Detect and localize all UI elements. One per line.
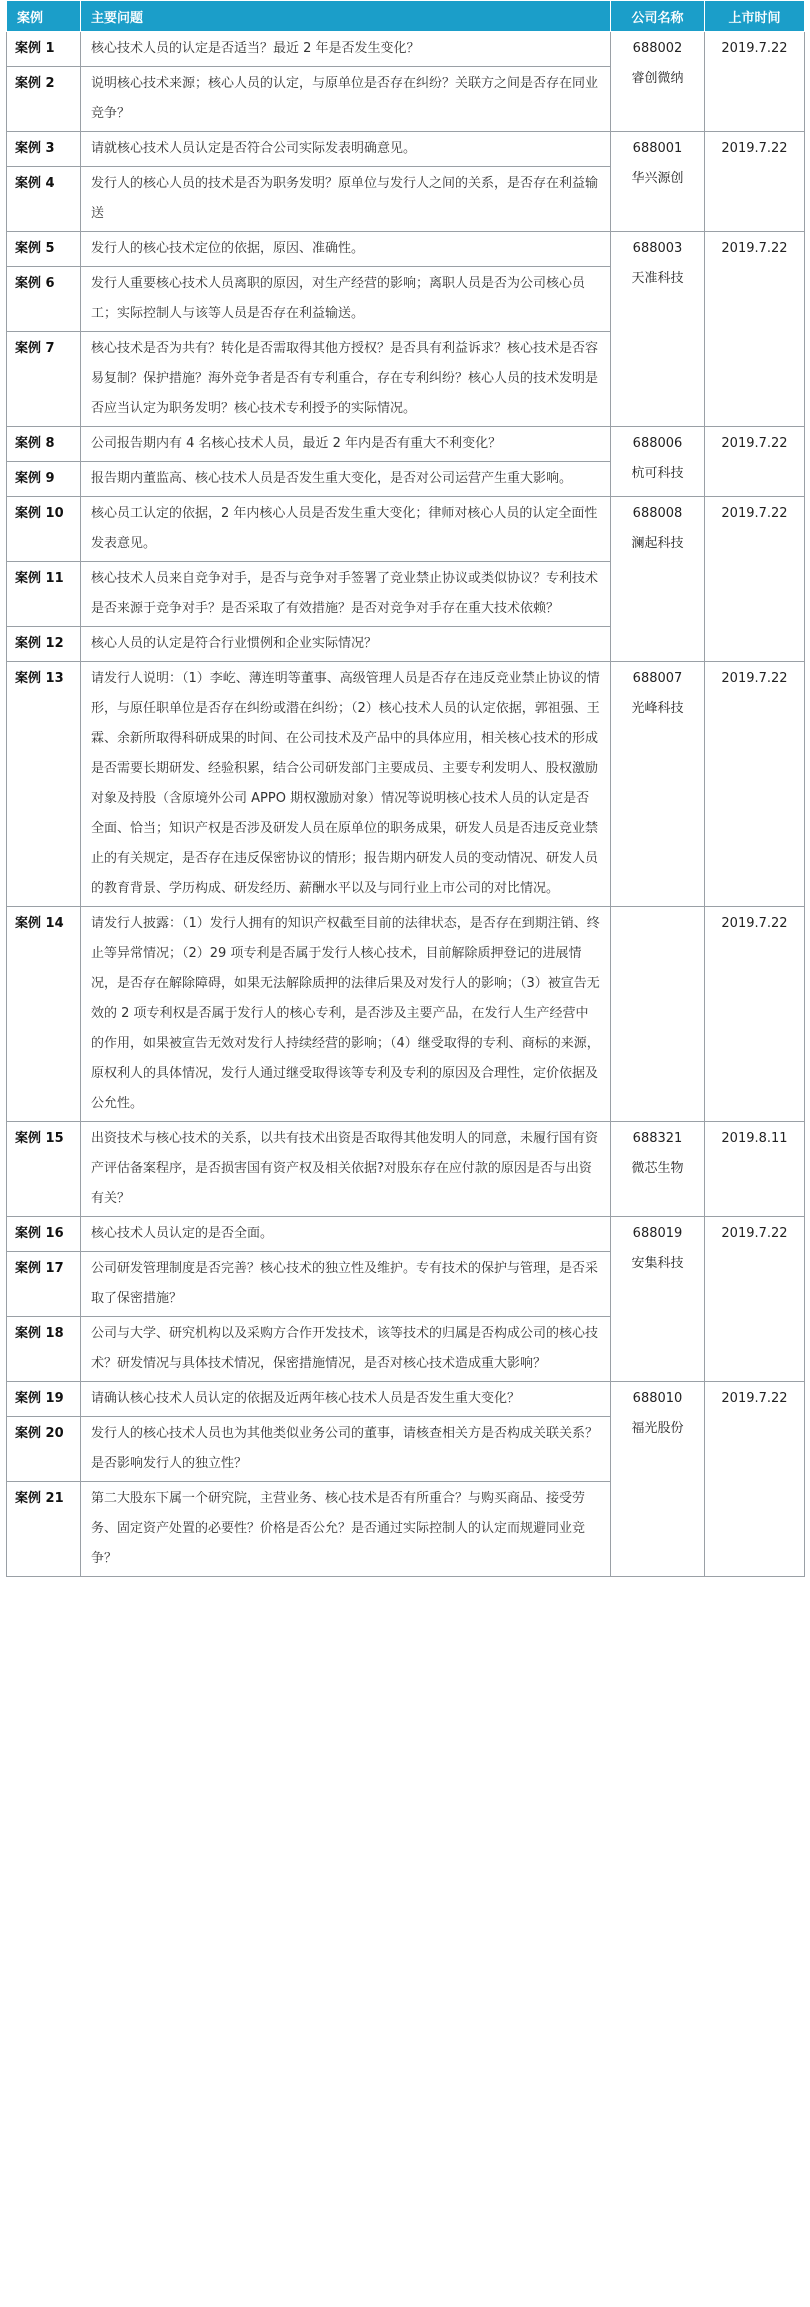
company-code: 688002 bbox=[632, 41, 683, 56]
case-label: 案例 10 bbox=[7, 497, 81, 562]
company-name: 澜起科技 bbox=[631, 536, 684, 551]
table-row bbox=[7, 907, 805, 1122]
table-row bbox=[7, 32, 805, 67]
company-code: 688007 bbox=[632, 671, 683, 686]
case-issue: 发行人的核心人员的技术是否为职务发明？原单位与发行人之间的关系，是否存在利益输送 bbox=[81, 167, 611, 232]
company-name: 睿创微纳 bbox=[631, 71, 684, 86]
table-header bbox=[7, 1, 805, 32]
table-body bbox=[7, 32, 805, 1577]
case-issue: 出资技术与核心技术的关系，以共有技术出资是否取得其他发明人的同意，未履行国有资产评估备案程序，是否损害国有资产权及相关依据?对股东存在应付款的原因是否与出资有关？ bbox=[81, 1122, 611, 1217]
company-name: 光峰科技 bbox=[631, 701, 684, 716]
case-label: 案例 8 bbox=[7, 427, 81, 462]
case-label: 案例 20 bbox=[7, 1417, 81, 1482]
table-row bbox=[7, 497, 805, 562]
company-cell bbox=[611, 907, 705, 1122]
case-table bbox=[6, 0, 805, 1577]
listing-date: 2019.7.22 bbox=[705, 497, 805, 662]
listing-date: 2019.8.11 bbox=[705, 1122, 805, 1217]
case-label: 案例 14 bbox=[7, 907, 81, 1122]
listing-date: 2019.7.22 bbox=[705, 907, 805, 1122]
case-issue: 发行人的核心技术人员也为其他类似业务公司的董事，请核查相关方是否构成关联关系？是否影响发行人的独立性？ bbox=[81, 1417, 611, 1482]
company-name: 微芯生物 bbox=[631, 1161, 684, 1176]
case-issue: 核心技术人员认定的是否全面。 bbox=[81, 1217, 611, 1252]
header-company: 公司名称 bbox=[611, 1, 705, 32]
case-label: 案例 11 bbox=[7, 562, 81, 627]
header-date: 上市时间 bbox=[705, 1, 805, 32]
case-issue: 公司与大学、研究机构以及采购方合作开发技术，该等技术的归属是否构成公司的核心技术？研发情况与具体技术情况，保密措施情况，是否对核心技术造成重大影响？ bbox=[81, 1317, 611, 1382]
table-row bbox=[7, 132, 805, 167]
company-cell bbox=[611, 497, 705, 662]
case-issue: 第二大股东下属一个研究院，主营业务、核心技术是否有所重合？与购买商品、接受劳务、固定资产处置的必要性？价格是否公允？是否通过实际控制人的认定而规避同业竞争？ bbox=[81, 1482, 611, 1577]
company-cell bbox=[611, 662, 705, 907]
table-row bbox=[7, 232, 805, 267]
header-row bbox=[7, 1, 805, 32]
case-issue: 发行人的核心技术定位的依据，原因、准确性。 bbox=[81, 232, 611, 267]
company-name: 福光股份 bbox=[631, 1421, 684, 1436]
case-issue: 请发行人披露：（1）发行人拥有的知识产权截至目前的法律状态，是否存在到期注销、终止等异常情况；（2）29 项专利是否属于发行人核心技术，目前解除质押登记的进展情况，是否存在解除障碍，如果无法解除质押的法律后果及对发行人的影响；（3）被宣告无效的 2 项专利权是否属于发行人的核心专利，是否涉及主要产品，在发行人生产经营中的作用，如果被宣告无效对发行人持续经营的影响；（4）继受取得的专利、商标的来源，原权利人的具体情况，发行人通过继受取得该等专利及专利的原因及合理性，定价依据及公允性。 bbox=[81, 907, 611, 1122]
table-row bbox=[7, 1217, 805, 1252]
company-cell bbox=[611, 1382, 705, 1577]
table-row bbox=[7, 662, 805, 907]
case-label: 案例 21 bbox=[7, 1482, 81, 1577]
table-row bbox=[7, 1122, 805, 1217]
case-label: 案例 9 bbox=[7, 462, 81, 497]
case-label: 案例 6 bbox=[7, 267, 81, 332]
case-label: 案例 16 bbox=[7, 1217, 81, 1252]
listing-date: 2019.7.22 bbox=[705, 662, 805, 907]
company-code: 688008 bbox=[632, 506, 683, 521]
case-issue: 核心技术是否为共有？转化是否需取得其他方授权？是否具有利益诉求？核心技术是否容易复制？保护措施？海外竞争者是否有专利重合，存在专利纠纷？核心人员的技术发明是否应当认定为职务发明？核心技术专利授予的实际情况。 bbox=[81, 332, 611, 427]
listing-date: 2019.7.22 bbox=[705, 1382, 805, 1577]
case-issue: 请发行人说明：（1）李屹、薄连明等董事、高级管理人员是否存在违反竞业禁止协议的情形，与原任职单位是否存在纠纷或潜在纠纷；（2）核心技术人员的认定依据，郭祖强、王霖、余新所取得科研成果的时间、在公司技术及产品中的具体应用，相关核心技术的形成是否需要长期研发、经验积累，结合公司研发部门主要成员、主要专利发明人、股权激励对象及持股（含原境外公司 APPO 期权激励对象）情况等说明核心技术人员的认定是否全面、恰当；知识产权是否涉及研发人员在原单位的职务成果，研发人员是否违反竞业禁止的有关规定，是否存在违反保密协议的情形；报告期内研发人员的变动情况、研发人员的教育背景、学历构成、研发经历、薪酬水平以及与同行业上市公司的对比情况。 bbox=[81, 662, 611, 907]
case-label: 案例 5 bbox=[7, 232, 81, 267]
case-issue: 公司研发管理制度是否完善？核心技术的独立性及维护。专有技术的保护与管理，是否采取了保密措施？ bbox=[81, 1252, 611, 1317]
case-label: 案例 15 bbox=[7, 1122, 81, 1217]
case-label: 案例 4 bbox=[7, 167, 81, 232]
header-issue: 主要问题 bbox=[81, 1, 611, 32]
table-row bbox=[7, 427, 805, 462]
listing-date: 2019.7.22 bbox=[705, 132, 805, 232]
company-code: 688006 bbox=[632, 436, 683, 451]
company-name: 天准科技 bbox=[631, 271, 684, 286]
case-issue: 发行人重要核心技术人员离职的原因，对生产经营的影响；离职人员是否为公司核心员工；实际控制人与该等人员是否存在利益输送。 bbox=[81, 267, 611, 332]
listing-date: 2019.7.22 bbox=[705, 232, 805, 427]
company-code: 688010 bbox=[632, 1391, 683, 1406]
case-issue: 核心技术人员的认定是否适当？最近 2 年是否发生变化？ bbox=[81, 32, 611, 67]
case-label: 案例 7 bbox=[7, 332, 81, 427]
table-row bbox=[7, 1382, 805, 1417]
company-cell bbox=[611, 1122, 705, 1217]
case-label: 案例 13 bbox=[7, 662, 81, 907]
case-table-container bbox=[6, 0, 804, 1577]
case-issue: 公司报告期内有 4 名核心技术人员，最近 2 年内是否有重大不利变化？ bbox=[81, 427, 611, 462]
company-name: 华兴源创 bbox=[631, 171, 684, 186]
case-label: 案例 1 bbox=[7, 32, 81, 67]
listing-date: 2019.7.22 bbox=[705, 32, 805, 132]
case-issue: 核心技术人员来自竞争对手，是否与竞争对手签署了竞业禁止协议或类似协议？专利技术是否来源于竞争对手？是否采取了有效措施？是否对竞争对手存在重大技术依赖？ bbox=[81, 562, 611, 627]
company-name: 安集科技 bbox=[631, 1256, 684, 1271]
company-cell bbox=[611, 132, 705, 232]
listing-date: 2019.7.22 bbox=[705, 427, 805, 497]
case-issue: 请就核心技术人员认定是否符合公司实际发表明确意见。 bbox=[81, 132, 611, 167]
company-code: 688001 bbox=[632, 141, 683, 156]
case-label: 案例 12 bbox=[7, 627, 81, 662]
company-cell bbox=[611, 427, 705, 497]
case-issue: 核心人员的认定是符合行业惯例和企业实际情况？ bbox=[81, 627, 611, 662]
company-code: 688003 bbox=[632, 241, 683, 256]
case-label: 案例 19 bbox=[7, 1382, 81, 1417]
company-code: 688019 bbox=[632, 1226, 683, 1241]
listing-date: 2019.7.22 bbox=[705, 1217, 805, 1382]
case-issue: 核心员工认定的依据，2 年内核心人员是否发生重大变化；律师对核心人员的认定全面性发表意见。 bbox=[81, 497, 611, 562]
case-label: 案例 2 bbox=[7, 67, 81, 132]
case-label: 案例 18 bbox=[7, 1317, 81, 1382]
case-issue: 报告期内董监高、核心技术人员是否发生重大变化，是否对公司运营产生重大影响。 bbox=[81, 462, 611, 497]
case-label: 案例 17 bbox=[7, 1252, 81, 1317]
header-case: 案例 bbox=[7, 1, 81, 32]
company-cell bbox=[611, 1217, 705, 1382]
case-issue: 请确认核心技术人员认定的依据及近两年核心技术人员是否发生重大变化？ bbox=[81, 1382, 611, 1417]
case-label: 案例 3 bbox=[7, 132, 81, 167]
company-code: 688321 bbox=[632, 1131, 683, 1146]
company-cell bbox=[611, 32, 705, 132]
case-issue: 说明核心技术来源；核心人员的认定，与原单位是否存在纠纷？关联方之间是否存在同业竞争？ bbox=[81, 67, 611, 132]
company-cell bbox=[611, 232, 705, 427]
company-name: 杭可科技 bbox=[631, 466, 684, 481]
